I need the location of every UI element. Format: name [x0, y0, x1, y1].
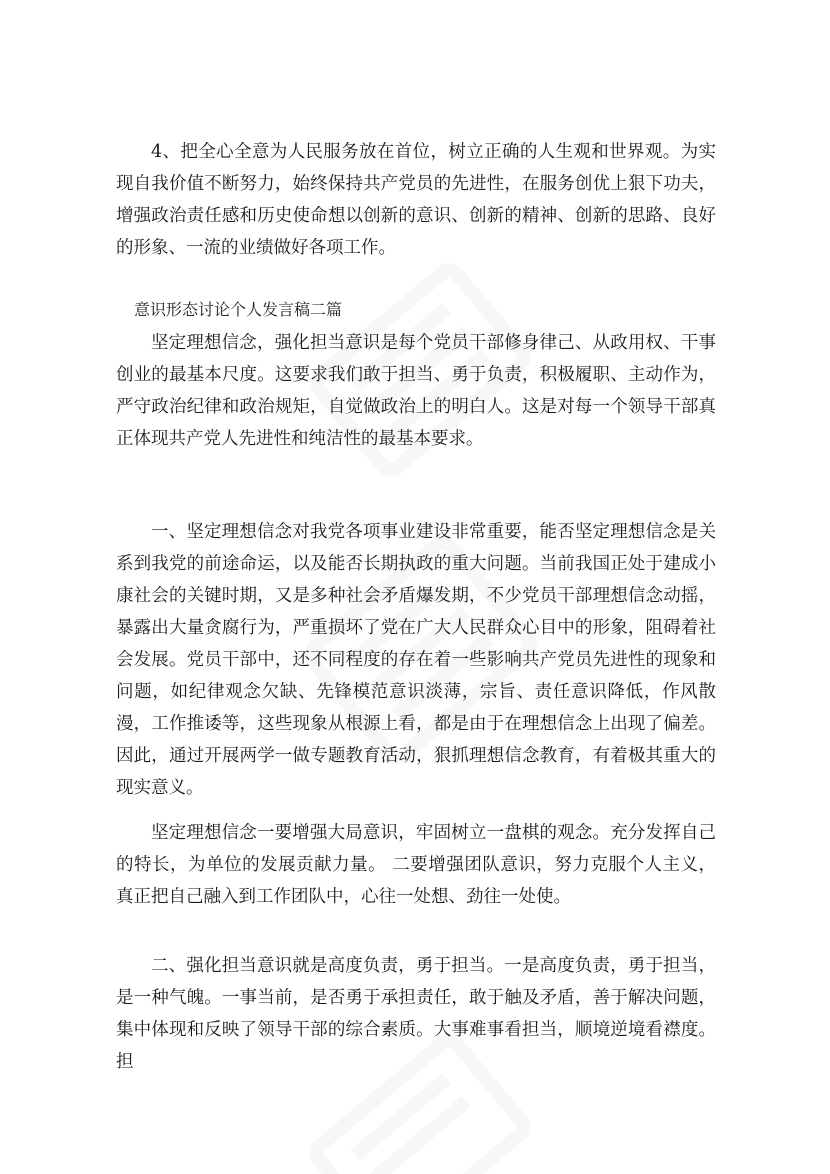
paragraph-ideals: 坚定理想信念一要增强大局意识，牢固树立一盘棋的观念。充分发挥自己的特长，为单位的发展贡献力量。 二要增强团队意识，努力克服个人主义，真正把自己融入到工作团队中，心往一处想、劲往一处使。 [116, 823, 716, 907]
section-heading: 意识形态讨论个人发言稿二篇 [134, 300, 343, 319]
paragraph-intro: 坚定理想信念，强化担当意识是每个党员干部修身律己、从政用权、干事创业的最基本尺度。这要求我们敢于担当、勇于负责，积极履职、主动作为，严守政治纪律和政治规矩，自觉做政治上的明白人。这是对每一个领导干部真正体现共产党人先进性和纯洁性的最基本要求。 [116, 333, 716, 449]
paragraph-point-4: 4、把全心全意为人民服务放在首位，树立正确的人生观和世界观。为实现自我价值不断努力，始终保持共产党员的先进性，在服务创优上狠下功夫，增强政治责任感和历史使命想以创新的意识、创新的精神、创新的思路、良好的形象、一流的业绩做好各项工作。 [116, 142, 716, 258]
paragraph-section-two: 二、强化担当意识就是高度负责，勇于担当。一是高度负责，勇于担当，是一种气魄。一事当前，是否勇于承担责任，敢于触及矛盾，善于解决问题，集中体现和反映了领导干部的综合素质。大事难事看担当，顺境逆境看襟度。担 [116, 956, 716, 1072]
paragraph-section-one: 一、坚定理想信念对我党各项事业建设非常重要，能否坚定理想信念是关系到我党的前途命运，以及能否长期执政的重大问题。当前我国正处于建成小康社会的关键时期，又是多种社会矛盾爆发期，不少党员干部理想信念动摇，暴露出大量贪腐行为，严重损坏了党在广大人民群众心目中的形象，阻碍着社会发展。党员干部中，还不同程度的存在着一些影响共产党员先进性的现象和问题，如纪律观念欠缺、先锋模范意识淡薄，宗旨、责任意识降低，作风散漫，工作推诿等，这些现象从根源上看，都是由于在理想信念上出现了偏差。因此，通过开展两学一做专题教育活动，狠抓理想信念教育，有着极其重大的现实意义。 [116, 522, 716, 798]
